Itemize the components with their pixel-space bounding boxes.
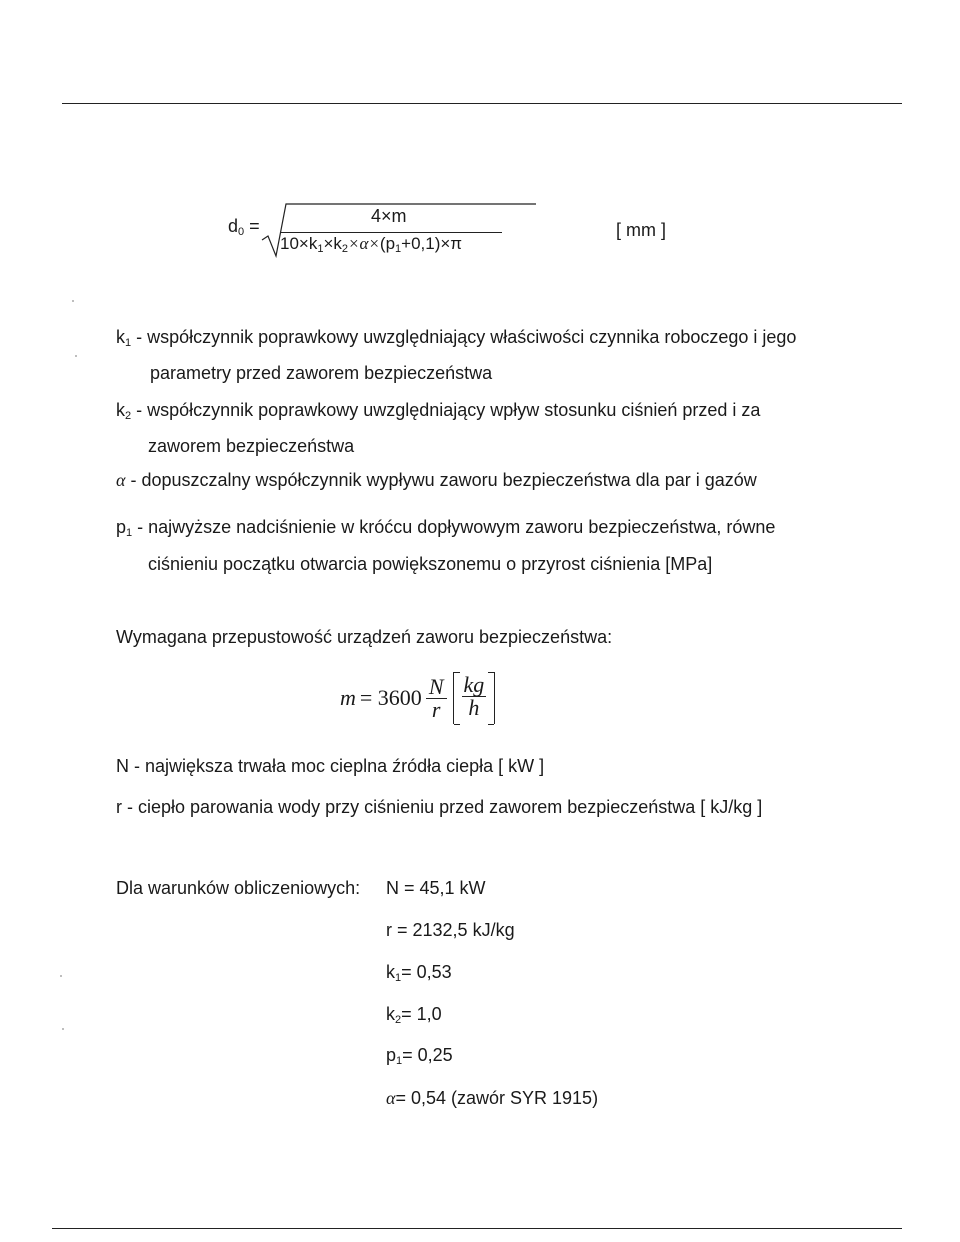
- sqrt-numerator: 4×m: [371, 206, 407, 226]
- condition-p1: $p_1= 0,25$: [386, 1045, 453, 1067]
- condition-k2: $k_2= 1,0$: [386, 1004, 442, 1026]
- sqrt-denominator: $10\times k_1\times k_2\times\alpha\times(p_1+0,1)\times\pi$: [280, 234, 463, 255]
- definition-p1: $p_1$ - najwyższe nadciśnienie w króćcu dopływowym zaworu bezpieczeństwa, równe ciśnieniu początku otwarcia powiększonemu o przyrost ciśnienia [MPa]: [116, 517, 776, 574]
- bottom-rule: [52, 1228, 902, 1229]
- section-heading: Wymagana przepustowość urządzeń zaworu bezpieczeństwa:: [116, 627, 613, 647]
- formula-m-unit: [453, 672, 496, 724]
- definition-k1: $k_1$ - współczynnik poprawkowy uwzględniający właściwości czynnika roboczego i jego parametry przed zaworem bezpieczeństwa: [116, 327, 797, 383]
- scan-speck: [75, 355, 77, 357]
- conditions-label: Dla warunków obliczeniowych:: [116, 878, 361, 898]
- sqrt-fraction-bar: [280, 232, 502, 233]
- fraction-denominator: r: [431, 696, 441, 722]
- definition-n: N - największa trwała moc cieplna źródła ciepła [ kW ]: [116, 756, 545, 776]
- formula-m-fraction: [426, 673, 447, 722]
- unit-denominator: h: [468, 695, 480, 720]
- scan-speck: [72, 300, 74, 302]
- unit-numerator: kg: [463, 672, 485, 697]
- definition-r: r - ciepło parowania wody przy ciśnieniu przed zaworem bezpieczeństwa [ kJ/kg ]: [116, 797, 763, 817]
- formula-m-const: = 3600: [359, 685, 422, 710]
- formula-d0-lhs: $d_0$ =: [228, 216, 260, 238]
- condition-r: r = 2132,5 kJ/kg: [386, 920, 515, 940]
- formula-m: [340, 672, 495, 724]
- formula-d0-unit: [ mm ]: [616, 220, 666, 240]
- scan-speck: [60, 975, 62, 977]
- condition-k1: $k_1= 0,53$: [386, 962, 452, 984]
- scan-speck: [62, 1028, 64, 1030]
- top-rule: [62, 103, 902, 104]
- condition-n: N = 45,1 kW: [386, 878, 486, 898]
- condition-alpha: α= 0,54 (zawór SYR 1915): [386, 1088, 599, 1108]
- definition-alpha: α - dopuszczalny współczynnik wypływu zaworu bezpieczeństwa dla par i gazów: [116, 470, 757, 490]
- definition-k2: $k_2$ - współczynnik poprawkowy uwzględniający wpływ stosunku ciśnień przed i za zaworem bezpieczeństwa: [116, 400, 761, 456]
- fraction-numerator: N: [426, 676, 447, 699]
- formula-m-lhs: m: [340, 685, 356, 710]
